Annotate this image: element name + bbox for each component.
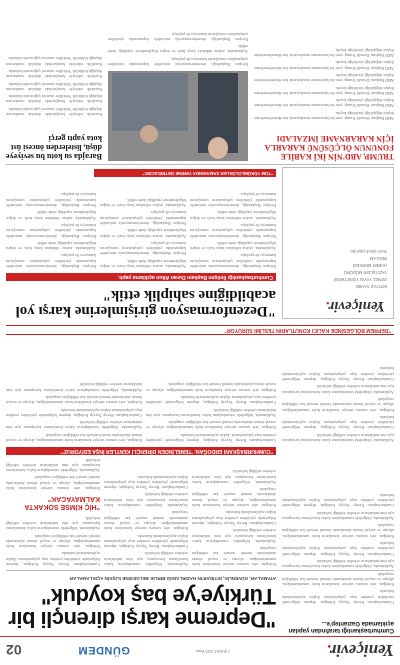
side-body: Kuraklık etkisiyle barajlardaki doluluk oranlarının düştüğü bildirildi. Yetkililer tasarruf çağrısında bulundu. Kuraklık etkisiyle barajlardaki doluluk oranlarının düştüğü bildirildi. Yetkililer tasarruf çağrısında bulundu. Kuraklık etkisiyle barajlardaki doluluk oranlarının düştüğü bildirildi. Yetkililer tasarruf çağrısında bulundu. Kuraklık etkisiyle barajlardaki doluluk oranlarının düştüğü bildirildi. Yetkililer tasarruf çağrısında bulundu. Kuraklık etkisiyle barajlardaki doluluk oranlarının düştüğü bildirildi. Yetkililer tasarruf çağrısında bulundu. (6, 56, 102, 117)
pullquote-bar-1: "CUMHURBAŞKANI ERDOĞAN: 'TEMELİNDEN DİRENÇLİ KENTLER İNŞA EDİYORUZ'" (6, 447, 276, 455)
lead-column-3: Açıklamada, bölgedeki vatandaşların kalıcı konutlarına kavuşması için tüm imkânların seferber edildiği belirtildi. Cumhurbaşkanı Recep Tayyip Erdoğan, deprem bölgesinde yürütülen yeniden inşa çalışmalarına ilişkin açıklamalarda bulundu. Erdoğan, afet sonrası süreçte konutların hızla tamamlandığını, altyapı ve sosyal donatı alanlarında önemli mesafe kat edildiğini vurguladı. Açıklamada, bölgedeki vatandaşların kalıcı konutlarına kavuşması için tüm imkânların seferber edildiği belirtildi. Cumhurbaşkanı Recep Tayyip Erdoğan, deprem bölgesinde yürütülen yeniden inşa çalışmalarına ilişkin açıklamalarda bulundu. (104, 474, 188, 567)
newspaper-logo: Yeniçevir. (326, 641, 394, 660)
second-column-1: İletişim Başkanlığı, dezenformasyonla mücadele kapsamında yürütülen çalışmaların sonuçlarını kamuoyu ile paylaştı. Açıklamada, asılsız iddialara karşı hızlı ve doğru bilgilendirme yapıldığı ifade edildi. İletişim Başkanlığı, dezenformasyonla mücadele kapsamında yürütülen çalışmaların sonuçlarını kamuoyu ile paylaştı. Açıklamada, asılsız iddialara karşı hızlı ve doğru bilgilendirme yapıldığı ifade edildi. İletişim Başkanlığı, dezenformasyonla mücadele kapsamında yürütülen çalışmaların sonuçlarını kamuoyu ile paylaştı. (190, 192, 276, 269)
lead-column-1: Cumhurbaşkanı Recep Tayyip Erdoğan, deprem bölgesinde yürütülen yeniden inşa çalışmalarına ilişkin açıklamalarda bulundu. Erdoğan, afet sonrası süreçte konutların hızla tamamlandığını, altyapı ve sosyal donatı alanlarında önemli mesafe kat edildiğini vurguladı. Açıklamada, bölgedeki vatandaşların kalıcı konutlarına kavuşması için tüm imkânların seferber edildiği belirtildi. Cumhurbaşkanı Recep Tayyip Erdoğan, deprem bölgesinde yürütülen yeniden inşa çalışmalarına ilişkin açıklamalarda bulundu. Erdoğan, afet sonrası süreçte konutların hızla tamamlandığını, altyapı ve sosyal donatı alanlarında önemli mesafe kat edildiğini vurguladı. Açıklamada, bölgedeki vatandaşların kalıcı konutlarına kavuşması için tüm imkânların seferber edildiği belirtildi. Cumhurbaşkanı Recep Tayyip Erdoğan, deprem bölgesinde yürütülen yeniden inşa çalışmalarına ilişkin açıklamalarda bulundu. (282, 492, 394, 605)
side-headline: Barajda su kotu bu seviyeye düşü, listelerden öncesi üst kota yaptı gerçi (5, 134, 102, 161)
lead-headline: "Depreme karşı dirençli bir Türkiye'ye baş koyduk" (8, 584, 276, 632)
page-number: 02 (6, 642, 22, 658)
page-header (0, 636, 400, 665)
lead-sub-kicker: ATAMALAR, GÜVENLİK, İKTİDAR'IN HAZIRLADIĞI BİRLİK BELGESİNE İLİŞKİN AÇIKLAMALAR (69, 576, 276, 581)
issue-date: 2 ŞUBAT 2025 Pazar (195, 649, 230, 654)
imprint-lines: İMTİYAZ SAHİBİ GENEL YAYIN YÖNETMENİ YAZI İŞLERİ MÜDÜRÜ HABER MERKEZİ REKLAM Yerel süreli yayındır. (333, 249, 387, 289)
imprint-box (282, 167, 394, 319)
lead-column-6: Açıklamada, bölgedeki vatandaşların kalıcı konutlarına kavuşması için tüm imkânların seferber edildiği belirtildi. Cumhurbaşkanı Recep Tayyip Erdoğan, deprem bölgesinde yürütülen yeniden inşa çalışmalarına ilişkin açıklamalarda bulundu. Erdoğan, afet sonrası süreçte konutların hızla tamamlandığını, altyapı ve sosyal donatı alanlarında önemli mesafe kat edildiğini vurguladı. Açıklamada, bölgedeki vatandaşların kalıcı konutlarına kavuşması için tüm imkânların seferber edildiği belirtildi. Cumhurbaşkanı Recep Tayyip Erdoğan, deprem bölgesinde yürütülen yeniden inşa çalışmalarına ilişkin açıklamalarda bulundu. (282, 366, 394, 443)
box-headline: TRUMP, ABD'NİN İKİ KABİLE FONUNUN ÖLÇÜSÜNÜ KARARLA İÇİN KARARNAME İMZALADI (265, 134, 394, 161)
lead-column-2: Erdoğan, afet sonrası süreçte konutların hızla tamamlandığını, altyapı ve sosyal donatı alanlarında önemli mesafe kat edildiğini vurguladı. Açıklamada, bölgedeki vatandaşların kalıcı konutlarına kavuşması için tüm imkânların seferber edildiği belirtildi. Cumhurbaşkanı Recep Tayyip Erdoğan, deprem bölgesinde yürütülen yeniden inşa çalışmalarına ilişkin açıklamalarda bulundu. Erdoğan, afet sonrası süreçte konutların hızla tamamlandığını, altyapı ve sosyal donatı alanlarında önemli mesafe kat edildiğini vurguladı. Açıklamada, bölgedeki vatandaşların kalıcı konutlarına kavuşması için tüm imkânların seferber edildiği belirtildi. (192, 469, 276, 567)
second-headline: "Dezenformasyon girişimlerine karşı yol acabildiğine sahiplik ettik" (15, 287, 276, 319)
box-body: ABD Başkanı Donald Trump, yeni bir kararname imzalayarak fon düzenlemelerine ilişkin değişikliği yürürlüğe koydu. ABD Başkanı Donald Trump, yeni bir kararname imzalayarak fon düzenlemelerine ilişkin değişikliği yürürlüğe koydu. ABD Başkanı Donald Trump, yeni bir kararname imzalayarak fon düzenlemelerine ilişkin değişikliği yürürlüğe koydu. ABD Başkanı Donald Trump, yeni bir kararname imzalayarak fon düzenlemelerine ilişkin değişikliği yürürlüğe koydu. ABD Başkanı Donald Trump, yeni bir kararname imzalayarak fon düzenlemelerine ilişkin değişikliği yürürlüğe koydu. ABD Başkanı Donald Trump, yeni bir kararname imzalayarak fon düzenlemelerine ilişkin değişikliği yürürlüğe koydu. (254, 47, 394, 121)
second-kicker: Cumhurbaşkanlığı İletişim Başkanı Duran Altun açıklama yaptı. (6, 273, 276, 281)
lead-kicker: Cumhurbaşkanlığı tarafından yapılan açıklamada Gaziantep'e... (288, 620, 394, 633)
news-photo (108, 71, 248, 161)
pullquote-bar-2: "DEPREM BÖLGESİNDE KALICI KONUTLARIN TESLİMİ SÜRÜYOR" (6, 325, 394, 335)
lead-column-8: Erdoğan, afet sonrası süreçte konutların hızla tamamlandığını, altyapı ve sosyal donatı alanlarında önemli mesafe kat edildiğini vurguladı. Açıklamada, bölgedeki vatandaşların kalıcı konutlarına kavuşması için tüm imkânların seferber edildiği belirtildi. Cumhurbaşkanı Recep Tayyip Erdoğan, deprem bölgesinde yürütülen yeniden inşa çalışmalarına ilişkin açıklamalarda bulundu. Erdoğan, afet sonrası süreçte konutların hızla tamamlandığını, altyapı ve sosyal donatı alanlarında önemli mesafe kat edildiğini vurguladı. Açıklamada, bölgedeki vatandaşların kalıcı konutlarına kavuşması için tüm imkânların seferber edildiği belirtildi. (6, 382, 142, 443)
second-column-2: Açıklamada, asılsız iddialara karşı hızlı ve doğru bilgilendirme yapıldığı ifade edildi. İletişim Başkanlığı, dezenformasyonla mücadele kapsamında yürütülen çalışmaların sonuçlarını kamuoyu ile paylaştı. Açıklamada, asılsız iddialara karşı hızlı ve doğru bilgilendirme yapıldığı ifade edildi. İletişim Başkanlığı, dezenformasyonla mücadele kapsamında yürütülen çalışmaların sonuçlarını kamuoyu ile paylaştı. Açıklamada, asılsız iddialara karşı hızlı ve doğru bilgilendirme yapıldığı ifade edildi. (100, 197, 186, 269)
imprint-logo: Yeniçevir. (325, 298, 385, 314)
section-label: GÜNDEM (78, 644, 130, 656)
pullquote-bar-3: "TÜM YÜKÜMLÜLÜKLER ZAMANINDA YERİNE GETİRİLECEK" (94, 169, 276, 177)
divider (6, 164, 394, 165)
lead-column-7: Cumhurbaşkanı Recep Tayyip Erdoğan, deprem bölgesinde yürütülen yeniden inşa çalışmalarına ilişkin açıklamalarda bulundu. Erdoğan, afet sonrası süreçte konutların hızla tamamlandığını, altyapı ve sosyal donatı alanlarında önemli mesafe kat edildiğini vurguladı. Açıklamada, bölgedeki vatandaşların kalıcı konutlarına kavuşması için tüm imkânların seferber edildiği belirtildi. Cumhurbaşkanı Recep Tayyip Erdoğan, deprem bölgesinde yürütülen yeniden inşa çalışmalarına ilişkin açıklamalarda bulundu. Erdoğan, afet sonrası süreçte konutların hızla tamamlandığını, altyapı ve sosyal donatı alanlarında önemli mesafe kat edildiğini vurguladı. (146, 382, 276, 443)
lead-column-4: Cumhurbaşkanı Recep Tayyip Erdoğan, deprem bölgesinde yürütülen yeniden inşa çalışmalarına ilişkin açıklamalarda bulundu. Erdoğan, afet sonrası süreçte konutların hızla tamamlandığını, altyapı ve sosyal donatı alanlarında önemli mesafe kat edildiğini vurguladı. Açıklamada, bölgedeki vatandaşların kalıcı konutlarına kavuşması için tüm imkânların seferber edildiği belirtildi. (6, 515, 100, 567)
second-column-3: İletişim Başkanlığı, dezenformasyonla mücadele kapsamında yürütülen çalışmaların sonuçlarını kamuoyu ile paylaştı. Açıklamada, asılsız iddialara karşı hızlı ve doğru bilgilendirme yapıldığı ifade edildi. İletişim Başkanlığı, dezenformasyonla mücadele kapsamında yürütülen çalışmaların sonuçlarını kamuoyu ile paylaştı. Açıklamada, asılsız iddialara karşı hızlı ve doğru bilgilendirme yapıldığı ifade edildi. İletişim Başkanlığı, dezenformasyonla mücadele kapsamında yürütülen çalışmaların sonuçlarını kamuoyu ile paylaştı. (6, 192, 96, 269)
photo-story-body: İletişim Başkanlığı, dezenformasyonla mücadele kapsamında yürütülen çalışmaların sonuçlarını kamuoyu ile paylaştı. Açıklamada, asılsız iddialara karşı hızlı ve doğru bilgilendirme yapıldığı ifade edildi. İletişim Başkanlığı, dezenformasyonla mücadele kapsamında yürütülen çalışmaların sonuçlarını kamuoyu ile paylaştı. (108, 31, 248, 67)
lead-column-5: Erdoğan, afet sonrası süreçte konutların hızla tamamlandığını, altyapı ve sosyal donatı alanlarında önemli mesafe kat edildiğini vurguladı. Açıklamada, bölgedeki vatandaşların kalıcı konutlarına kavuşması için tüm imkânların seferber edildiği belirtildi. (6, 457, 100, 491)
inline-quote: "HİÇ KİMSE SOKAKTA KALMAYACAK" (24, 495, 100, 510)
